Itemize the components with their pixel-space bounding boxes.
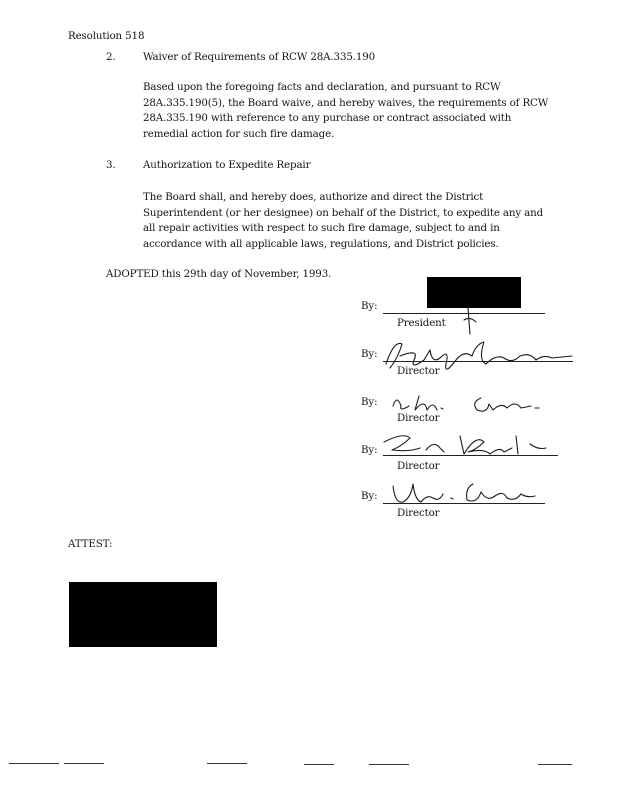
section-2-line: Based upon the foregoing facts and declaration, and pursuant to RCW [143,81,501,93]
signature-title-director: Director [397,365,440,377]
scan-artifact [207,763,247,764]
signature-by-label: By: [361,300,378,312]
section-3-line: all repair activities with respect to such fire damage, subject to and in [143,222,500,234]
section-3-line: The Board shall, and hereby does, authorize and direct the District [143,191,484,203]
section-3-heading: Authorization to Expedite Repair [143,159,311,171]
signature-title-director: Director [397,412,440,424]
section-2-number: 2. [106,51,116,63]
scan-artifact [9,763,59,764]
signature-by-label: By: [361,444,378,456]
section-2-line: remedial action for such fire damage. [143,127,335,140]
attest-label: ATTEST: [68,538,113,550]
signature-by-label: By: [361,490,378,502]
signature-by-label: By: [361,348,378,360]
resolution-label: Resolution 518 [68,30,145,42]
redaction-box [427,277,521,308]
section-3-number: 3. [106,159,116,171]
section-2-heading: Waiver of Requirements of RCW 28A.335.190 [143,51,376,63]
scan-artifact [538,764,572,765]
section-2-line: 28A.335.190(5), the Board waive, and hereby waives, the requirements of RCW [143,96,549,109]
signature-title-president: President [397,317,446,329]
scan-artifact [64,763,104,764]
section-2-line: 28A.335.190 with reference to any purchase or contract associated with [143,112,512,124]
signature-mark [460,306,480,336]
section-3-line: accordance with all applicable laws, regulations, and District policies. [143,237,499,250]
section-3-body [143,190,563,252]
section-2-body [143,80,563,142]
signature-title-director: Director [397,507,440,519]
adopted-statement: ADOPTED this 29th day of November, 1993. [106,268,332,280]
section-3-line: Superintendent (or her designee) on behalf of the District, to expedite any and [143,206,544,219]
signature-by-label: By: [361,396,378,408]
scan-artifact [304,764,334,765]
scan-artifact [369,764,409,765]
redaction-box [69,582,217,647]
signature-title-director: Director [397,460,440,472]
